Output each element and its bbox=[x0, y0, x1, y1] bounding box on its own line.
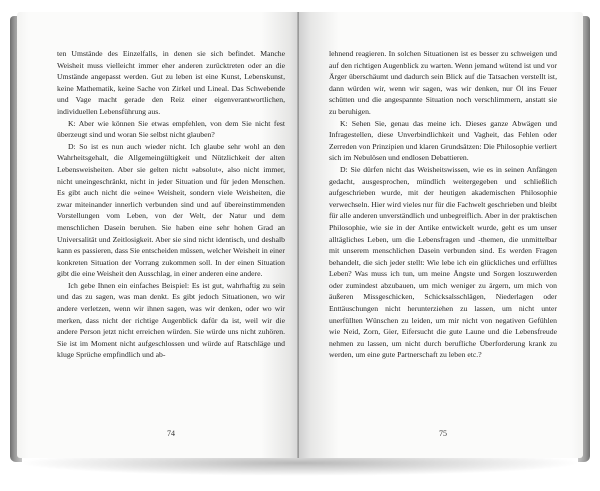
paragraph: D: So ist es nun auch wieder nicht. Ich glaube sehr wohl an den Wahrheitsgehalt, die Allgemeingültigkeit und Nützlichkeit der alten Lebensweisheiten. Aber sie gelten nicht »absolut«, also nicht immer, nicht uneingeschränkt, nicht in jeder Situation und für jeden Menschen. Es gibt auch nicht die »eine« Weisheit, sondern viele Weisheiten, die zwar miteinander innerlich verbunden sind und auf übereinstimmenden Vorstellungen vom Leben, von der Welt, der Natur und dem menschlichen Dasein beruhen. Sie haben eine sehr hohen Grad an Universalität und Zeitlosigkeit. Aber sie sind nicht identisch, und deshalb kann es passieren, dass Sie entscheiden müssen, welcher Weisheit in einer konkreten Situation der Vorrang zukommen soll. In der einen Situation gibt die eine Weisheit den Ausschlag, in einer anderen eine andere. bbox=[57, 141, 285, 279]
paragraph: K: Aber wie können Sie etwas empfehlen, von dem Sie nicht fest überzeugt sind und woran Sie selbst nicht glauben? bbox=[57, 118, 285, 140]
right-page bbox=[299, 12, 583, 458]
paragraph: Ich gebe Ihnen ein einfaches Beispiel: Es ist gut, wahrhaftig zu sein und das zu sagen, was man denkt. Es gibt jedoch Situationen, wo wir andere verletzen, wenn wir ihnen sagen, was wir denken, oder wo wir merken, dass nicht der richtige Augenblick dafür da ist, weil wir die andere Person jetzt nicht erreichen würden. Sie würde uns nicht zuhören. Sie ist im Moment nicht aufgeschlossen und würde auf Ratschläge und kluge Sprüche empfindlich und ab- bbox=[57, 280, 285, 360]
page-number-left: 74 bbox=[167, 429, 175, 438]
left-page bbox=[17, 12, 301, 458]
paragraph: lehnend reagieren. In solchen Situationen ist es besser zu schweigen und auf den richtigen Augenblick zu warten. Wenn jemand wütend ist und vor Ärger überschäumt und dadurch sein Blick auf die Tatsachen verstellt ist, dann würden wir, wenn wir sagen, was wir denken, nur Öl ins Feuer schütten und die angespannte Situation noch verschlimmern, anstatt sie zu beruhigen. bbox=[329, 49, 557, 116]
paragraph: ten Umstände des Einzelfalls, in denen sie sich befindet. Manche Weisheit muss vielleicht immer eher anderen zurücktreten oder an die Umstände angepasst werden. Gut zu leben ist eine Kunst, Lebenskunst, keine Mathematik, keine Sache von Zirkel und Lineal. Das Schwebende und Vage macht gerade den Reiz einer eigenverantwortlichen, individuellen Lebensführung aus. bbox=[57, 49, 285, 116]
paragraph: D: Sie dürfen nicht das Weisheitswissen, wie es in seinen Anfängen gedacht, ausgesprochen, mündlich weitergegeben und schließlich aufgeschrieben wurde, mit der heutigen akademischen Philosophie verwechseln. Hier wird vieles nur für die Fachwelt geschrieben und bleibt für alle anderen unverständlich und unbegreiflich. Aber in der praktischen Philosophie, wie sie in der Antike entwickelt wurde, geht es um unser alltägliches Leben, um die Lebensfragen und -themen, die unmittelbar mit unserem menschlichen Dasein verbunden sind. Es werden Fragen behandelt, die sich jeder stellt: Wie lebe ich ein glückliches und erfülltes Leben? Was muss ich tun, um meine Ängste und Sorgen loszuwerden oder zumindest abzubauen, um mich weniger zu ärgern, um mich von äußeren Missgeschicken, Schicksalsschlägen, Niederlagen oder Enttäuschungen nicht herunterziehen zu lassen, um nicht unter unerfüllten Wünschen zu leiden, um mir nicht von negativen Gefühlen wie Neid, Zorn, Gier, Eifersucht die gute Laune und die Lebensfreude nehmen zu lassen, um nicht durch berufliche Überforderung krank zu werden, um eine gute Partnerschaft zu leben etc.? bbox=[329, 164, 557, 360]
paragraph: K: Sehen Sie, genau das meine ich. Dieses ganze Abwägen und Infragestellen, diese Unverbindlichkeit und Vagheit, das Fehlen oder Zerreden von Prinzipien und klaren Grundsätzen: Die Philosophie verliert sich im Nebulösen und endlosen Debattieren. bbox=[329, 118, 557, 163]
open-book bbox=[10, 12, 590, 474]
right-page-text bbox=[329, 48, 557, 361]
page-number-right: 75 bbox=[439, 429, 447, 438]
left-page-text bbox=[57, 48, 285, 361]
